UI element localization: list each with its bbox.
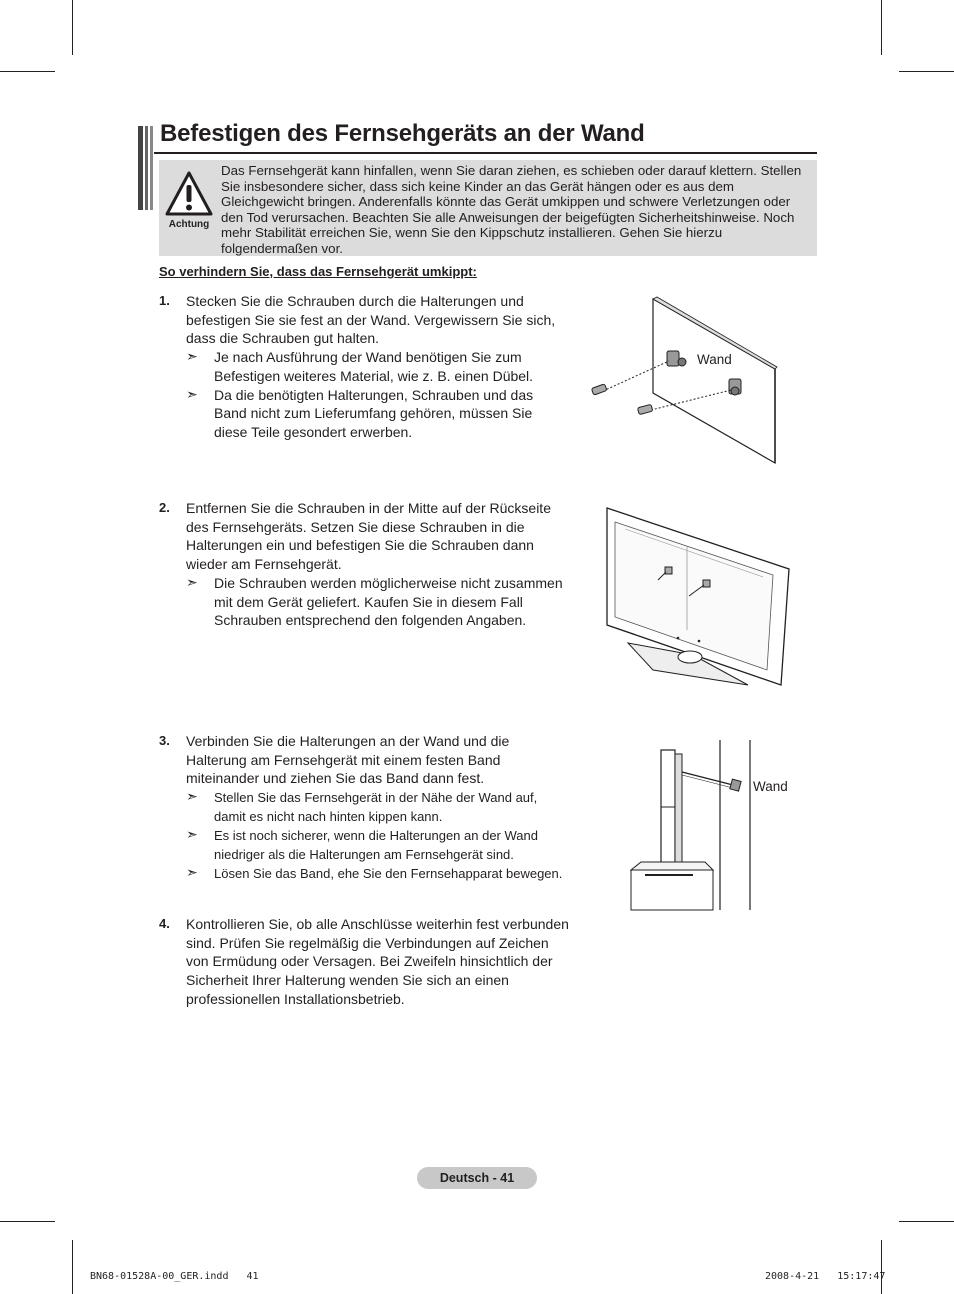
bracket-icon — [729, 379, 741, 395]
wall-bracket-icon — [730, 779, 741, 791]
note-text: Lösen Sie das Band, ehe Sie den Fernsehapparat bewegen. — [214, 866, 563, 882]
title-decoration — [138, 126, 154, 210]
screw-icon — [637, 404, 652, 414]
step-text: Stecken Sie die Schrauben durch die Halterungen und befestigen Sie sie fest an der Wand. Vergewissern Sie sich, dass die Schrauben gut halten. — [186, 293, 556, 347]
step-2 — [159, 499, 569, 630]
note — [186, 826, 569, 864]
step-1 — [159, 292, 569, 442]
warning-text: Das Fernsehgerät kann hinfallen, wenn Sie daran ziehen, es schieben oder darauf klettern. Stellen Sie insbesondere sicher, dass sich keine Kinder an das Gerät hängen oder es aus dem Gleichgewicht bringen. Anderenfalls könnte das Gerät umkippen und schwere Verletzungen oder den Tod verursachen. Beachten Sie alle Anweisungen der beigefügten Sicherheitshinweise. Noch mehr Stabilität erreichen Sie, wenn Sie den Kippschutz installieren. Gehen Sie hierzu folgendermaßen vor. — [221, 163, 802, 256]
note — [186, 864, 569, 883]
step-text: Entfernen Sie die Schrauben in der Mitte auf der Rückseite des Fernsehgeräts. Setzen Sie diese Schrauben in die Halterungen ein und befestigen Sie die Schrauben dann wieder am Fernsehgerät. — [186, 500, 551, 573]
note — [186, 348, 569, 385]
crop-mark — [72, 1240, 73, 1294]
section-subheading: So verhindern Sie, dass das Fernsehgerät umkippt: — [159, 264, 477, 279]
step-4 — [159, 915, 569, 1009]
crop-mark — [0, 71, 55, 72]
note-text: Stellen Sie das Fernsehgerät in der Nähe der Wand auf, damit es nicht nach hinten kippen kann. — [214, 790, 538, 825]
step-text: Kontrollieren Sie, ob alle Anschlüsse weiterhin fest verbunden sind. Prüfen Sie regelmäßig die Verbindungen auf Zeichen von Ermüdung oder Versagen. Bei Zweifeln hinsichtlich der Sicherheit Ihrer Halterung wenden Sie sich an einen professionellen Installationsbetrieb. — [186, 916, 569, 1007]
crop-mark — [899, 1221, 954, 1222]
footer-timestamp: 2008-4-21 15:17:47 — [765, 1271, 886, 1282]
step-text: Verbinden Sie die Halterungen an der Wand und die Halterung am Fernsehgerät mit einem festen Band miteinander und ziehen Sie das Band dann fest. — [186, 733, 510, 787]
step-3 — [159, 732, 569, 883]
wall-label: Wand — [697, 352, 732, 367]
page-title: Befestigen des Fernsehgeräts an der Wand — [160, 120, 645, 147]
step-number: 4. — [159, 916, 170, 931]
note — [186, 574, 569, 630]
warning-caption: Achtung — [168, 219, 210, 230]
arrow-bullet-icon: ➣ — [186, 385, 198, 402]
screw-icon — [591, 384, 607, 395]
wall-label: Wand — [753, 779, 788, 794]
crop-mark — [881, 0, 882, 55]
crop-mark — [0, 1221, 55, 1222]
step-number: 3. — [159, 733, 170, 748]
note — [186, 788, 569, 826]
crop-mark — [899, 71, 954, 72]
crop-mark — [72, 0, 73, 55]
arrow-bullet-icon: ➣ — [186, 348, 198, 365]
page-number: Deutsch - 41 — [417, 1167, 537, 1189]
note-text: Die Schrauben werden möglicherweise nicht zusammen mit dem Gerät geliefert. Kaufen Sie in diesem Fall Schrauben entsprechend den folgenden Angaben. — [214, 574, 563, 629]
arrow-bullet-icon: ➣ — [186, 864, 198, 881]
wall-bracket-illustration — [585, 295, 780, 467]
note-text: Es ist noch sicherer, wenn die Halterungen an der Wand niedriger als die Halterungen am Fernsehgerät sind. — [214, 828, 538, 863]
step-number: 2. — [159, 500, 170, 515]
warning-triangle-icon — [165, 170, 213, 218]
arrow-bullet-icon: ➣ — [186, 788, 198, 805]
note-text: Da die benötigten Halterungen, Schrauben und das Band nicht zum Lieferumfang gehören, müssen Sie diese Teile gesondert erwerben. — [214, 386, 534, 440]
footer-file-info: BN68-01528A-00_GER.indd 41 — [90, 1271, 259, 1282]
note — [186, 386, 569, 442]
step-number: 1. — [159, 293, 170, 308]
arrow-bullet-icon: ➣ — [186, 826, 198, 843]
title-rule — [154, 152, 817, 154]
note-text: Je nach Ausführung der Wand benötigen Sie zum Befestigen weiteres Material, wie z. B. einen Dübel. — [214, 349, 534, 384]
tv-strap-side-illustration — [625, 738, 755, 914]
crop-mark — [881, 1240, 882, 1294]
tv-rear-illustration — [603, 505, 793, 690]
arrow-bullet-icon: ➣ — [186, 573, 198, 590]
